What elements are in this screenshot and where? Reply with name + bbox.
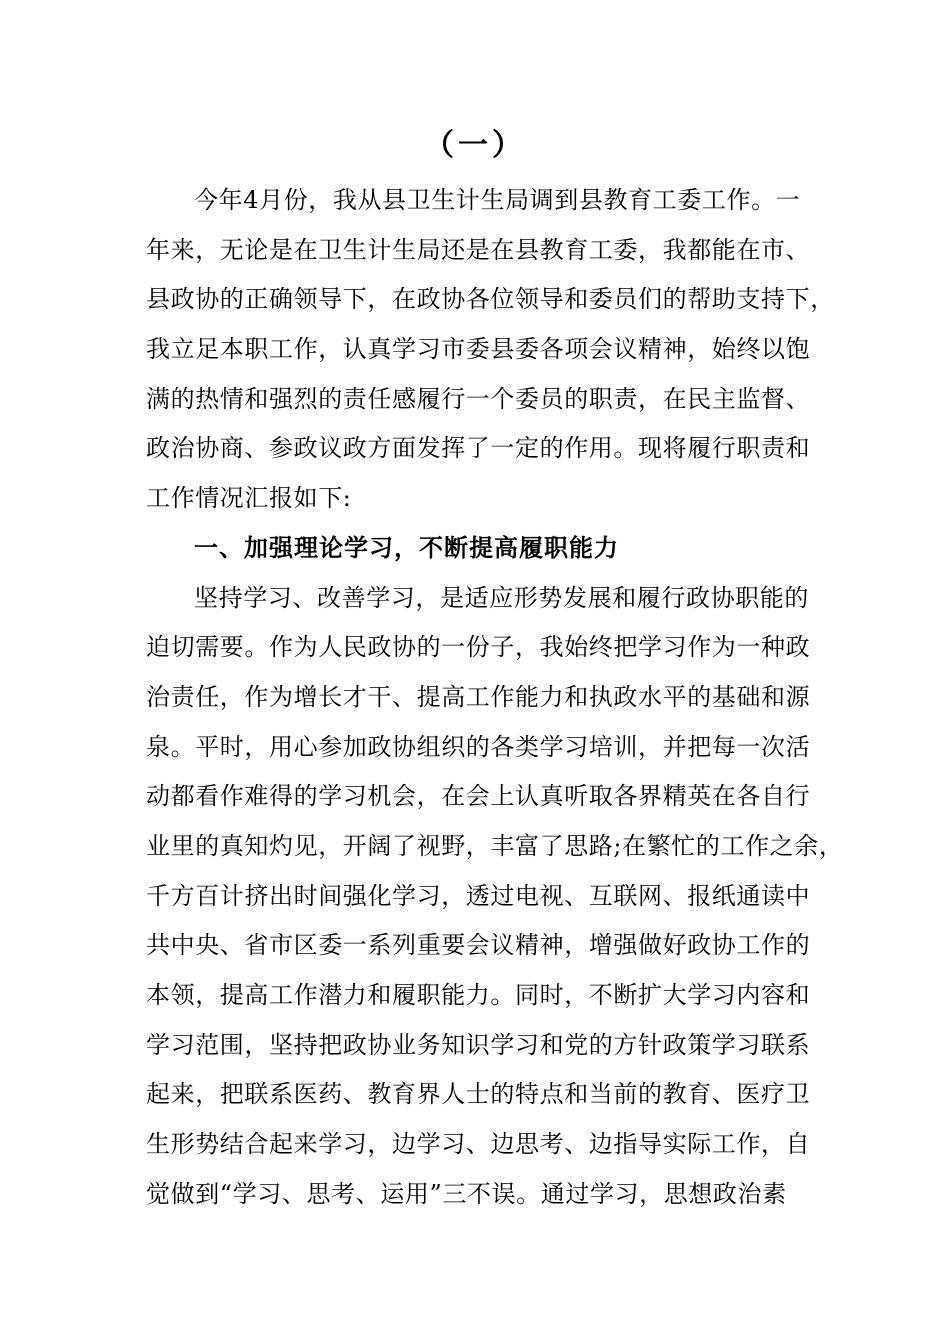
paragraph-line: 起来，把联系医药、教育界人士的特点和当前的教育、医疗卫 xyxy=(146,1080,811,1109)
paragraph-line: 动都看作难得的学习机会，在会上认真听取各界精英在各自行 xyxy=(146,782,811,811)
paragraph-line: 生形势结合起来学习，边学习、边思考、边指导实际工作，自 xyxy=(146,1130,811,1159)
paragraph-line: 共中央、省市区委一系列重要会议精神，增强做好政协工作的 xyxy=(146,931,811,960)
paragraph-line: 千方百计挤出时间强化学习，透过电视、互联网、报纸通读中 xyxy=(146,881,811,910)
page-title: （一） xyxy=(424,128,526,163)
paragraph-line: 觉做到“学习、思考、运用”三不误。通过学习，思想政治素 xyxy=(146,1179,787,1208)
paragraph-line: 满的热情和强烈的责任感履行一个委员的职责，在民主监督、 xyxy=(146,384,811,413)
paragraph-line: 迫切需要。作为人民政协的一份子，我始终把学习作为一种政 xyxy=(146,633,811,662)
paragraph-line: 坚持学习、改善学习，是适应形势发展和履行政协职能的 xyxy=(194,583,809,612)
paragraph-line: 治责任，作为增长才干、提高工作能力和执政水平的基础和源 xyxy=(146,682,811,711)
section-heading: 一、加强理论学习，不断提高履职能力 xyxy=(194,533,619,562)
document-body xyxy=(146,176,844,1219)
paragraph-line: 业里的真知灼见，开阔了视野，丰富了思路;在繁忙的工作之余， xyxy=(146,831,844,860)
paragraph-line: 泉。平时，用心参加政协组织的各类学习培训，并把每一次活 xyxy=(146,732,811,761)
paragraph-line: 我立足本职工作，认真学习市委县委各项会议精神，始终以饱 xyxy=(146,335,811,364)
paragraph-line: 今年4月份，我从县卫生计生局调到县教育工委工作。一 xyxy=(194,186,801,214)
paragraph-line: 本领，提高工作潜力和履职能力。同时，不断扩大学习内容和 xyxy=(146,981,811,1009)
paragraph-line: 年来，无论是在卫生计生局还是在县教育工委，我都能在市、 xyxy=(146,235,811,264)
paragraph-line: 学习范围，坚持把政协业务知识学习和党的方针政策学习联系 xyxy=(146,1030,811,1059)
paragraph-line: 县政协的正确领导下，在政协各位领导和委员们的帮助支持下， xyxy=(146,285,835,314)
paragraph-line: 政治协商、参政议政方面发挥了一定的作用。现将履行职责和 xyxy=(146,434,811,463)
paragraph-line: 工作情况汇报如下: xyxy=(146,484,352,513)
